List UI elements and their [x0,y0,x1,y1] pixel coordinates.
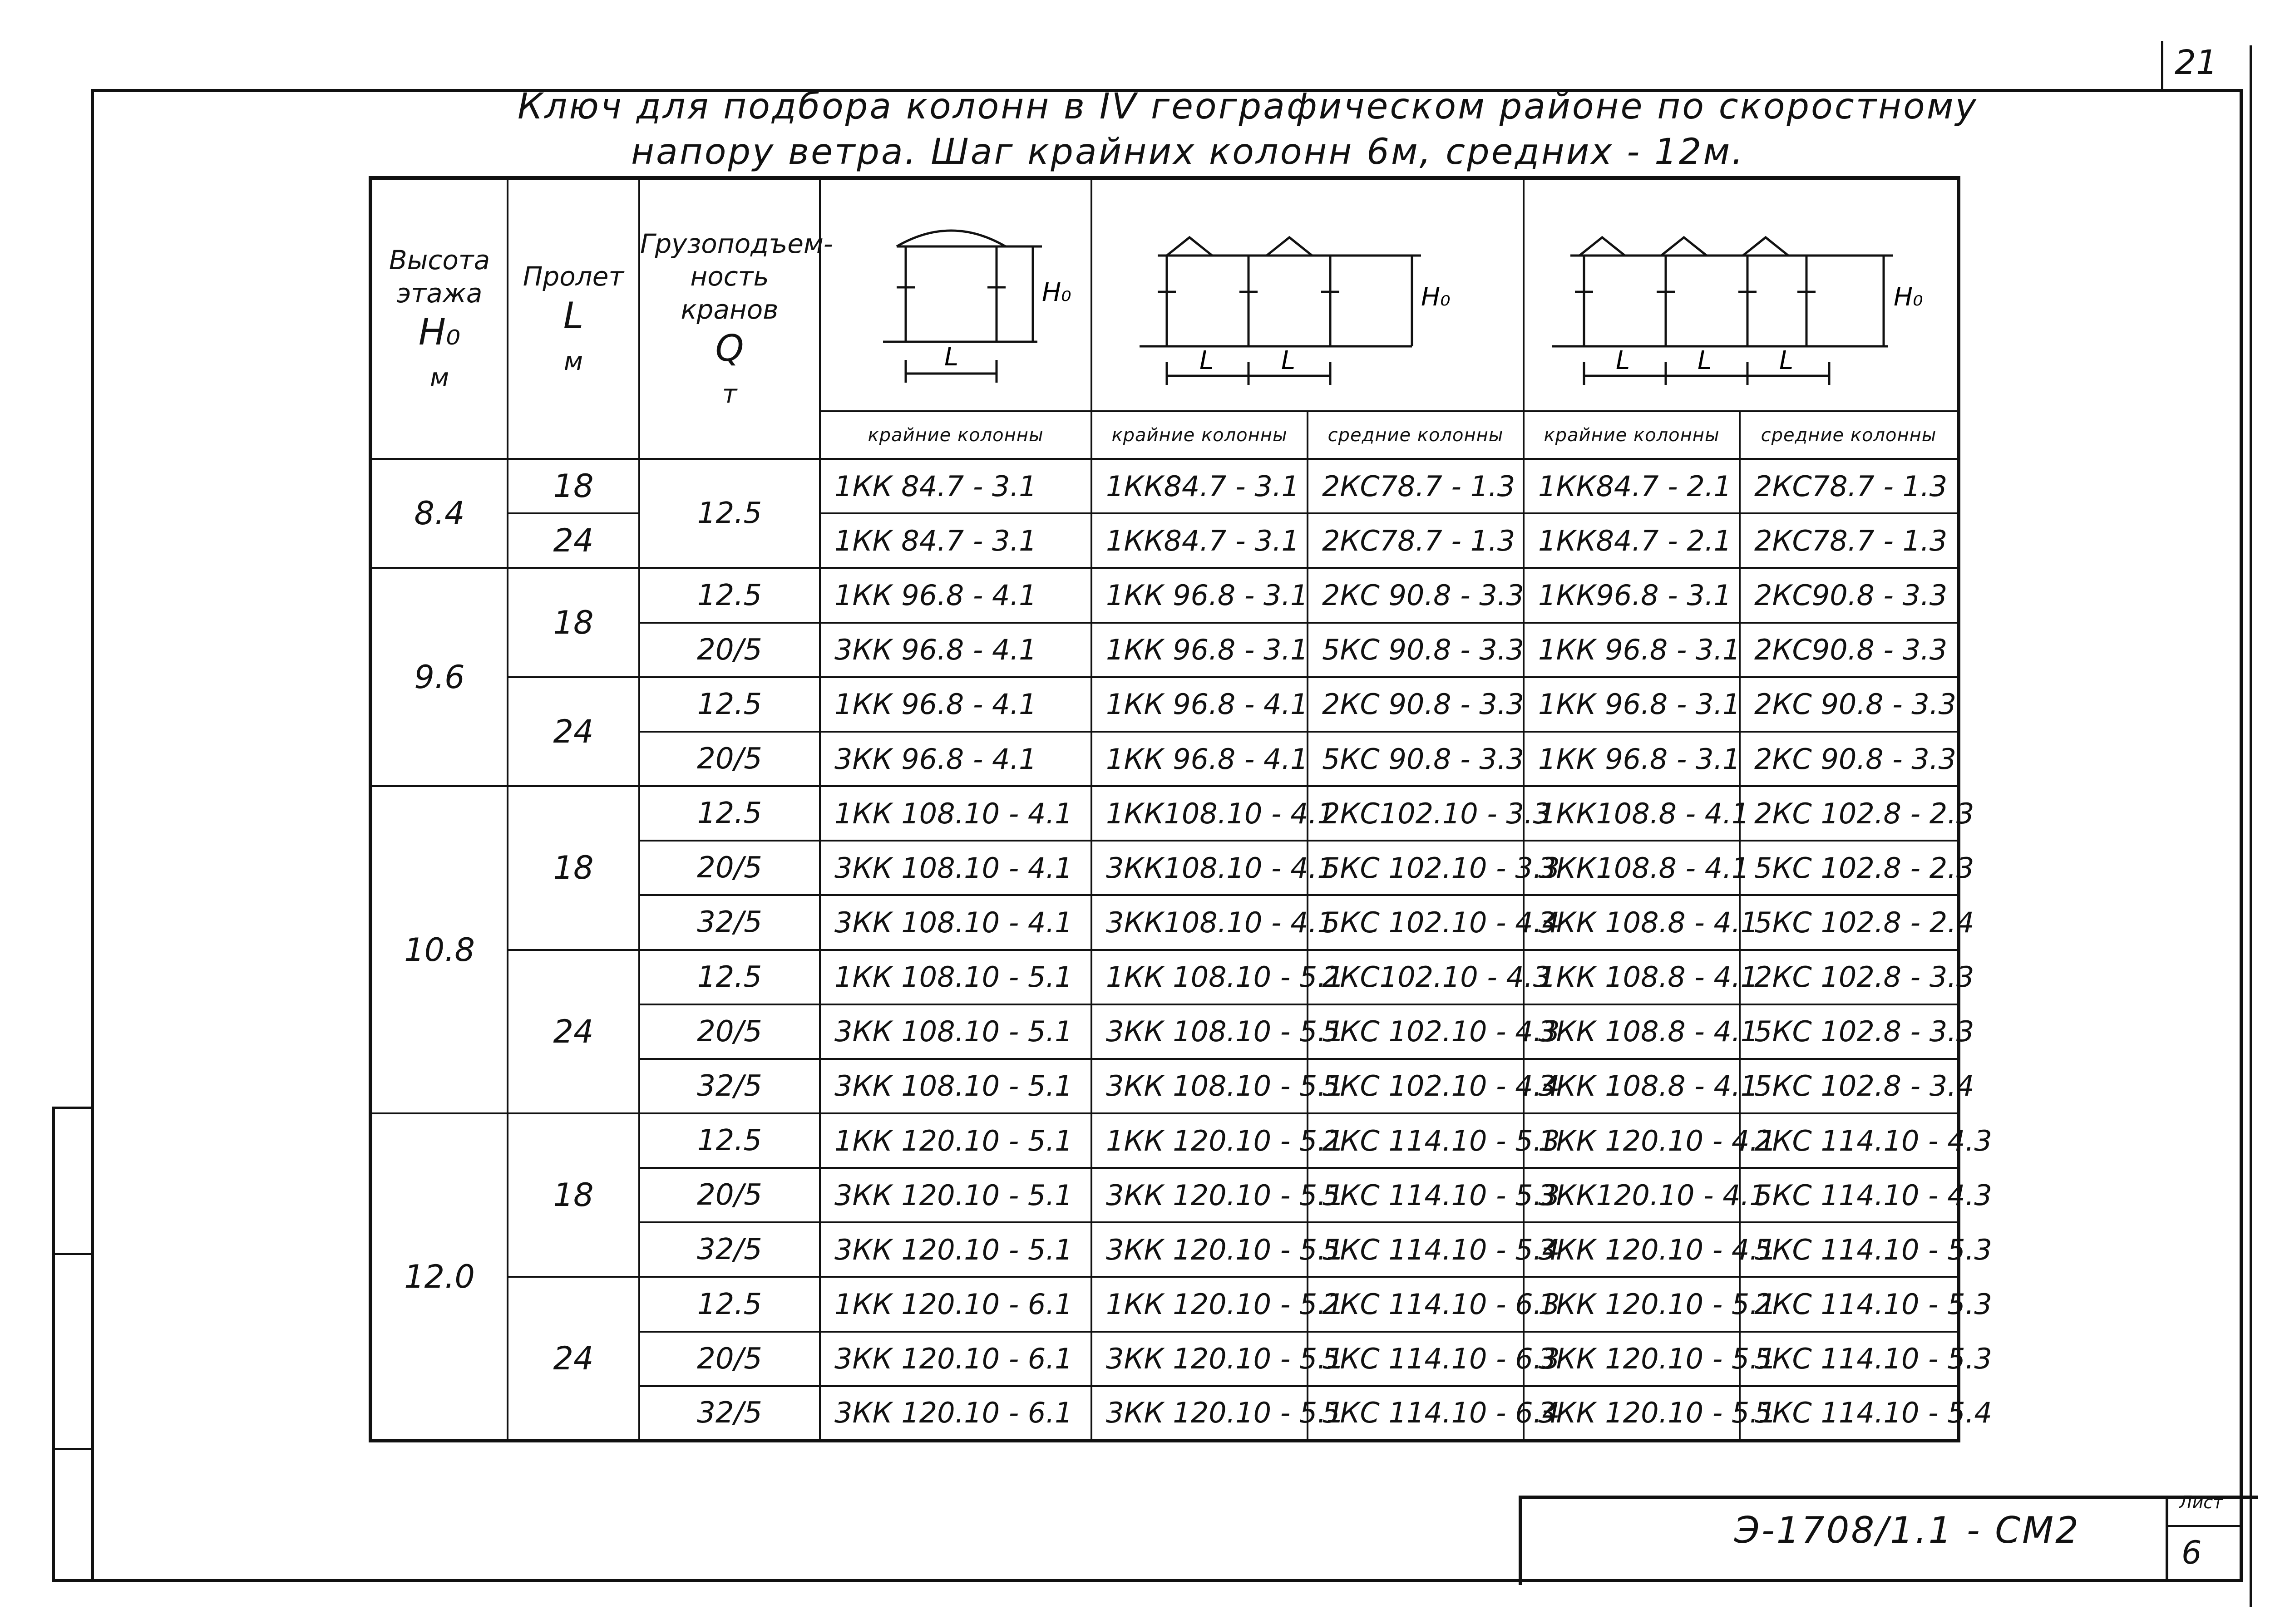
column-mark-cell: 3КК 120.10 - 5.1 [1091,1168,1308,1222]
column-mark-cell: 5КС 102.8 - 3.4 [1740,1059,1959,1113]
diagram-three-span [1524,178,1959,411]
header-height-symbol: H₀ [418,311,461,354]
table-row [370,513,1959,568]
column-mark-cell: 2КС78.7 - 1.3 [1740,459,1959,513]
column-mark-cell: 3КК 120.10 - 5.1 [820,1168,1091,1222]
column-mark-cell: 3КК 120.10 - 5.1 [820,1222,1091,1277]
column-mark-cell: 3КК 108.10 - 4.1 [820,841,1091,895]
three-span-span-label-3: L [1779,346,1794,376]
header-crane-unit: т [722,379,737,409]
column-mark-cell: 1КК84.7 - 3.1 [1091,513,1308,568]
floor-height-cell: 12.0 [370,1113,508,1441]
column-mark-cell: 2КС 90.8 - 3.3 [1308,677,1524,732]
side-strip-left [52,1107,55,1582]
column-mark-cell: 1КК96.8 - 3.1 [1524,568,1740,622]
subheader-three-span-middle: средние колонны [1740,411,1959,459]
column-mark-cell: 1КК 84.7 - 3.1 [820,459,1091,513]
column-mark-cell: 1КК 96.8 - 4.1 [820,568,1091,622]
table-row [370,786,1959,841]
column-mark-cell: 5КС 114.10 - 5.3 [1740,1222,1959,1277]
header-crane-symbol: Q [715,327,744,370]
span-cell: 24 [508,1277,639,1441]
frame-left [91,89,94,1582]
subheader-one-span-outer: крайние колонны [820,411,1091,459]
column-mark-cell: 2КС 90.8 - 3.3 [1740,732,1959,786]
column-mark-cell: 3КК108.10 - 4.1 [1091,895,1308,950]
column-mark-cell: 1КК 96.8 - 4.1 [1091,732,1308,786]
column-mark-cell: 5КС 114.10 - 5.3 [1740,1332,1959,1386]
side-strip-divider-1 [52,1107,93,1109]
one-span-height-label: H₀ [1042,278,1071,308]
column-mark-cell: 2КС90.8 - 3.3 [1740,623,1959,677]
crane-capacity-cell: 12.5 [639,1277,820,1331]
column-mark-cell: 1КК 96.8 - 3.1 [1524,623,1740,677]
column-mark-cell: 5КС 90.8 - 3.3 [1308,623,1524,677]
column-mark-cell: 5КС 114.10 - 5.4 [1740,1386,1959,1441]
two-span-span-label-2: L [1281,346,1296,376]
side-strip-divider-3 [52,1448,93,1450]
column-mark-cell: 1КК 120.10 - 5.1 [1091,1277,1308,1331]
column-mark-cell: 3КК108.8 - 4.1 [1524,841,1740,895]
floor-height-cell: 9.6 [370,568,508,786]
column-mark-cell: 5КС 114.10 - 5.4 [1308,1222,1524,1277]
crane-capacity-cell: 32/5 [639,895,820,950]
crane-capacity-cell: 20/5 [639,623,820,677]
span-cell: 18 [508,786,639,950]
column-mark-cell: 3КК 108.10 - 5.1 [820,1059,1091,1113]
column-mark-cell: 2КС 114.10 - 5.3 [1308,1113,1524,1168]
column-mark-cell: 1КК108.8 - 4.1 [1524,786,1740,841]
title-line-1: Ключ для подбора колонн в IV географическом районе по скоростному [518,86,1978,127]
column-mark-cell: 5КС 102.8 - 2.3 [1740,841,1959,895]
column-mark-cell: 3КК 120.10 - 5.1 [1524,1332,1740,1386]
column-mark-cell: 5КС 102.10 - 4.4 [1308,895,1524,950]
table-row [370,459,1959,513]
column-mark-cell: 1КК 96.8 - 3.1 [1091,568,1308,622]
three-span-height-label: H₀ [1894,282,1923,312]
drawing-code: Э-1708/1.1 - СМ2 [1734,1509,2081,1551]
column-mark-cell: 5КС 114.10 - 4.3 [1740,1168,1959,1222]
crane-capacity-cell: 12.5 [639,459,820,568]
column-selection-table [369,176,1992,1442]
column-mark-cell: 1КК 108.10 - 5.1 [1091,950,1308,1004]
crane-capacity-cell: 12.5 [639,1113,820,1168]
subheader-three-span-outer: крайние колонны [1524,411,1740,459]
column-mark-cell: 3КК 96.8 - 4.1 [820,623,1091,677]
table-row [370,677,1959,732]
column-mark-cell: 5КС 114.10 - 6.3 [1308,1332,1524,1386]
span-cell: 24 [508,513,639,568]
span-cell: 18 [508,1113,639,1277]
column-mark-cell: 3КК 120.10 - 6.1 [820,1332,1091,1386]
diagram-one-span [820,178,1091,411]
column-mark-cell: 2КС 90.8 - 3.3 [1740,677,1959,732]
crane-capacity-cell: 20/5 [639,732,820,786]
column-mark-cell: 1КК 120.10 - 5.1 [820,1113,1091,1168]
column-mark-cell: 3КК 108.10 - 5.1 [1091,1059,1308,1113]
subheader-two-span-outer: крайние колонны [1091,411,1308,459]
diagram-two-span [1091,178,1524,411]
header-row [370,178,1959,411]
header-span [508,178,639,459]
column-mark-cell: 1КК84.7 - 2.1 [1524,513,1740,568]
column-mark-cell: 1КК 96.8 - 4.1 [1091,677,1308,732]
column-mark-cell: 1КК 96.8 - 3.1 [1524,677,1740,732]
column-mark-cell: 2КС 114.10 - 5.3 [1740,1277,1959,1331]
column-mark-cell: 5КС 102.10 - 4.3 [1308,1004,1524,1059]
three-span-span-label-2: L [1698,346,1712,376]
column-mark-cell: 3КК 108.8 - 4.1 [1524,895,1740,950]
one-span-span-label: L [944,342,959,372]
column-mark-cell: 1КК 108.8 - 4.1 [1524,950,1740,1004]
column-mark-cell: 3КК 120.10 - 4.1 [1524,1222,1740,1277]
three-span-span-label-1: L [1616,346,1630,376]
header-crane [639,178,833,459]
header-span-label: Пролет [523,261,624,292]
column-mark-cell: 2КС 102.8 - 3.3 [1740,950,1959,1004]
column-mark-cell: 3КК 108.10 - 5.1 [1091,1004,1308,1059]
column-mark-cell: 1КК 120.10 - 4.1 [1524,1113,1740,1168]
crane-capacity-cell: 12.5 [639,786,820,841]
title-line-2: напору ветра. Шаг крайних колонн 6м, средних - 12м. [631,132,1745,172]
column-mark-cell: 2КС 90.8 - 3.3 [1308,568,1524,622]
header-span-symbol: L [563,294,584,337]
header-height-unit: м [429,363,449,393]
column-mark-cell: 1КК 84.7 - 3.1 [820,513,1091,568]
floor-height-cell: 10.8 [370,786,508,1113]
column-mark-cell: 5КС 102.10 - 3.3 [1308,841,1524,895]
column-mark-cell: 1КК 96.8 - 3.1 [1091,623,1308,677]
floor-height-cell: 8.4 [370,459,508,568]
column-mark-cell: 2КС 114.10 - 4.3 [1740,1113,1959,1168]
sheet-number: 6 [2181,1534,2202,1571]
frame-right [2240,89,2243,1582]
span-cell: 18 [508,459,639,513]
span-cell: 24 [508,677,639,786]
column-mark-cell: 5КС 102.10 - 4.4 [1308,1059,1524,1113]
column-mark-cell: 3КК 120.10 - 6.1 [820,1386,1091,1441]
column-mark-cell: 5КС 114.10 - 5.3 [1308,1168,1524,1222]
column-mark-cell: 2КС 102.8 - 2.3 [1740,786,1959,841]
three-span-frame-diagram [1525,197,1956,392]
two-span-frame-diagram [1094,197,1521,392]
column-mark-cell: 2КС90.8 - 3.3 [1740,568,1959,622]
column-mark-cell: 1КК 108.10 - 5.1 [820,950,1091,1004]
crane-capacity-cell: 20/5 [639,1332,820,1386]
frame-right-extension [2250,45,2252,1607]
column-mark-cell: 2КС78.7 - 1.3 [1308,513,1524,568]
column-mark-cell: 3КК 108.10 - 5.1 [820,1004,1091,1059]
column-mark-cell: 1КК84.7 - 3.1 [1091,459,1308,513]
span-cell: 24 [508,950,639,1113]
column-mark-cell: 3КК120.10 - 4.1 [1524,1168,1740,1222]
column-mark-cell: 3КК 108.10 - 4.1 [820,895,1091,950]
column-mark-cell: 2КС78.7 - 1.3 [1740,513,1959,568]
column-mark-cell: 3КК 120.10 - 5.1 [1524,1386,1740,1441]
header-span-unit: м [563,346,583,376]
table-row [370,1277,1959,1331]
column-mark-cell: 1КК108.10 - 4.1 [1091,786,1308,841]
column-mark-cell: 1КК 120.10 - 5.1 [1091,1113,1308,1168]
crane-capacity-cell: 12.5 [639,677,820,732]
crane-capacity-cell: 32/5 [639,1222,820,1277]
column-mark-cell: 2КС78.7 - 1.3 [1308,459,1524,513]
column-mark-cell: 1КК 96.8 - 3.1 [1524,732,1740,786]
column-mark-cell: 2КС102.10 - 4.3 [1308,950,1524,1004]
side-strip-divider-2 [52,1253,93,1255]
column-mark-cell: 3КК 120.10 - 5.1 [1091,1332,1308,1386]
column-mark-cell: 1КК84.7 - 2.1 [1524,459,1740,513]
crane-capacity-cell: 20/5 [639,1168,820,1222]
header-crane-label: Грузоподъем-ность кранов [640,228,833,325]
crane-capacity-cell: 12.5 [639,950,820,1004]
table-row [370,568,1959,622]
column-mark-cell: 3КК 96.8 - 4.1 [820,732,1091,786]
column-mark-cell: 2КС102.10 - 3.3 [1308,786,1524,841]
crane-capacity-cell: 12.5 [639,568,820,622]
header-height [370,178,508,459]
column-mark-cell: 5КС 102.8 - 3.3 [1740,1004,1959,1059]
page-number: 21 [2175,43,2218,82]
column-mark-cell: 5КС 102.8 - 2.4 [1740,895,1959,950]
column-mark-cell: 5КС 90.8 - 3.3 [1308,732,1524,786]
column-mark-cell: 2КС 114.10 - 6.3 [1308,1277,1524,1331]
two-span-span-label-1: L [1199,346,1214,376]
crane-capacity-cell: 32/5 [639,1386,820,1441]
column-mark-cell: 3КК 108.8 - 4.1 [1524,1059,1740,1113]
one-span-frame-diagram [829,197,1083,392]
sheet-label: Лист [2179,1492,2223,1512]
column-mark-cell: 1КК 120.10 - 5.1 [1524,1277,1740,1331]
column-mark-cell: 3КК 120.10 - 5.1 [1091,1222,1308,1277]
column-mark-cell: 1КК 108.10 - 4.1 [820,786,1091,841]
crane-capacity-cell: 20/5 [639,1004,820,1059]
span-cell: 18 [508,568,639,677]
column-mark-cell: 3КК 120.10 - 5.1 [1091,1386,1308,1441]
column-mark-cell: 3КК 108.8 - 4.1 [1524,1004,1740,1059]
crane-capacity-cell: 32/5 [639,1059,820,1113]
header-height-label: Высота этажа [389,245,490,309]
column-mark-cell: 1КК 120.10 - 6.1 [820,1277,1091,1331]
title-block-sheet-hline [2166,1525,2243,1527]
crane-capacity-cell: 20/5 [639,841,820,895]
column-mark-cell: 5КС 114.10 - 6.4 [1308,1386,1524,1441]
table-row [370,1113,1959,1168]
column-mark-cell: 3КК108.10 - 4.1 [1091,841,1308,895]
page-number-divider [2161,41,2163,91]
subheader-two-span-middle: средние колонны [1308,411,1524,459]
column-mark-cell: 1КК 96.8 - 4.1 [820,677,1091,732]
table-row [370,950,1959,1004]
title-block-sheet-divider [2166,1496,2168,1582]
two-span-height-label: H₀ [1421,282,1451,312]
